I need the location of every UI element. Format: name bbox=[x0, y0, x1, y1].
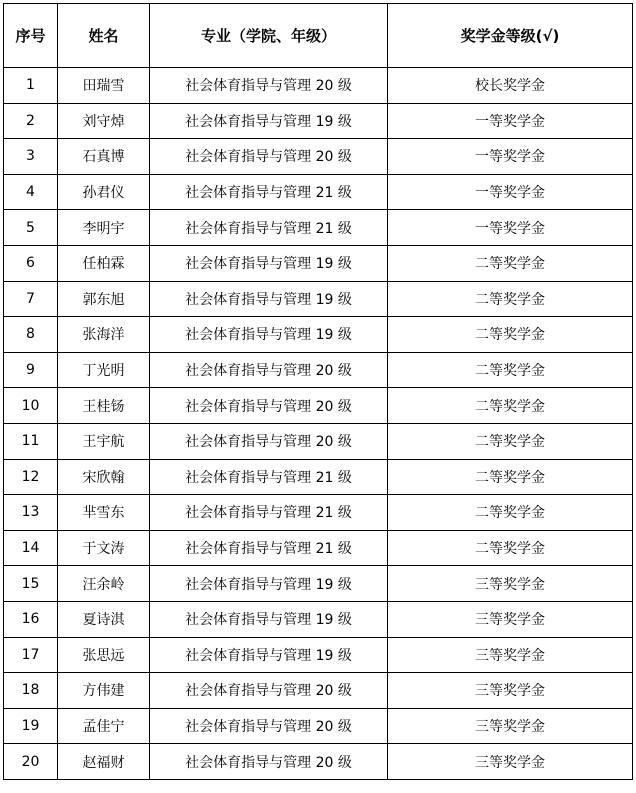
cell-major: 社会体育指导与管理 21 级 bbox=[150, 530, 388, 566]
cell-name: 孙君仪 bbox=[58, 174, 150, 210]
cell-name: 张海洋 bbox=[58, 317, 150, 353]
cell-no: 13 bbox=[4, 495, 58, 531]
cell-level: 二等奖学金 bbox=[388, 423, 633, 459]
table-row bbox=[4, 139, 633, 175]
cell-name: 王桂钖 bbox=[58, 388, 150, 424]
cell-name: 刘守焯 bbox=[58, 103, 150, 139]
table-row bbox=[4, 744, 633, 780]
table-row bbox=[4, 637, 633, 673]
cell-major: 社会体育指导与管理 20 级 bbox=[150, 673, 388, 709]
cell-name: 孟佳宁 bbox=[58, 708, 150, 744]
table-row bbox=[4, 210, 633, 246]
cell-major: 社会体育指导与管理 20 级 bbox=[150, 708, 388, 744]
cell-name: 赵福财 bbox=[58, 744, 150, 780]
header-name: 姓名 bbox=[58, 4, 150, 68]
cell-no: 7 bbox=[4, 281, 58, 317]
cell-level: 一等奖学金 bbox=[388, 139, 633, 175]
cell-level: 三等奖学金 bbox=[388, 601, 633, 637]
cell-level: 二等奖学金 bbox=[388, 281, 633, 317]
scholarship-table bbox=[3, 3, 633, 780]
cell-level: 二等奖学金 bbox=[388, 495, 633, 531]
cell-name: 李明宇 bbox=[58, 210, 150, 246]
cell-name: 芈雪东 bbox=[58, 495, 150, 531]
cell-major: 社会体育指导与管理 19 级 bbox=[150, 103, 388, 139]
cell-name: 丁光明 bbox=[58, 352, 150, 388]
cell-no: 17 bbox=[4, 637, 58, 673]
header-no: 序号 bbox=[4, 4, 58, 68]
cell-major: 社会体育指导与管理 19 级 bbox=[150, 281, 388, 317]
cell-major: 社会体育指导与管理 19 级 bbox=[150, 601, 388, 637]
cell-no: 12 bbox=[4, 459, 58, 495]
cell-no: 20 bbox=[4, 744, 58, 780]
cell-major: 社会体育指导与管理 21 级 bbox=[150, 459, 388, 495]
header-level: 奖学金等级(√) bbox=[388, 4, 633, 68]
cell-major: 社会体育指导与管理 21 级 bbox=[150, 210, 388, 246]
cell-name: 任柏霖 bbox=[58, 245, 150, 281]
cell-no: 5 bbox=[4, 210, 58, 246]
cell-level: 二等奖学金 bbox=[388, 352, 633, 388]
cell-name: 于文涛 bbox=[58, 530, 150, 566]
cell-level: 二等奖学金 bbox=[388, 530, 633, 566]
cell-level: 三等奖学金 bbox=[388, 744, 633, 780]
header-row bbox=[4, 4, 633, 68]
cell-level: 一等奖学金 bbox=[388, 174, 633, 210]
cell-major: 社会体育指导与管理 20 级 bbox=[150, 68, 388, 104]
table-row bbox=[4, 352, 633, 388]
cell-no: 8 bbox=[4, 317, 58, 353]
cell-no: 10 bbox=[4, 388, 58, 424]
cell-no: 11 bbox=[4, 423, 58, 459]
cell-level: 三等奖学金 bbox=[388, 673, 633, 709]
cell-major: 社会体育指导与管理 20 级 bbox=[150, 352, 388, 388]
cell-name: 田瑞雪 bbox=[58, 68, 150, 104]
table-row bbox=[4, 601, 633, 637]
header-major: 专业（学院、年级） bbox=[150, 4, 388, 68]
cell-no: 16 bbox=[4, 601, 58, 637]
cell-no: 15 bbox=[4, 566, 58, 602]
table-row bbox=[4, 174, 633, 210]
cell-level: 校长奖学金 bbox=[388, 68, 633, 104]
table-row bbox=[4, 566, 633, 602]
cell-name: 方伟建 bbox=[58, 673, 150, 709]
table-body bbox=[4, 68, 633, 780]
cell-level: 三等奖学金 bbox=[388, 708, 633, 744]
table-row bbox=[4, 495, 633, 531]
table-row bbox=[4, 708, 633, 744]
cell-name: 王宇航 bbox=[58, 423, 150, 459]
cell-name: 张思远 bbox=[58, 637, 150, 673]
cell-major: 社会体育指导与管理 20 级 bbox=[150, 139, 388, 175]
cell-level: 二等奖学金 bbox=[388, 459, 633, 495]
table-row bbox=[4, 673, 633, 709]
cell-major: 社会体育指导与管理 19 级 bbox=[150, 566, 388, 602]
cell-level: 一等奖学金 bbox=[388, 103, 633, 139]
table-row bbox=[4, 459, 633, 495]
cell-no: 6 bbox=[4, 245, 58, 281]
cell-major: 社会体育指导与管理 19 级 bbox=[150, 317, 388, 353]
cell-level: 二等奖学金 bbox=[388, 388, 633, 424]
cell-major: 社会体育指导与管理 20 级 bbox=[150, 388, 388, 424]
cell-name: 郭东旭 bbox=[58, 281, 150, 317]
cell-name: 宋欣翰 bbox=[58, 459, 150, 495]
cell-name: 石真博 bbox=[58, 139, 150, 175]
table-row bbox=[4, 423, 633, 459]
cell-level: 一等奖学金 bbox=[388, 210, 633, 246]
table-row bbox=[4, 103, 633, 139]
cell-major: 社会体育指导与管理 19 级 bbox=[150, 637, 388, 673]
cell-no: 18 bbox=[4, 673, 58, 709]
cell-level: 三等奖学金 bbox=[388, 566, 633, 602]
cell-no: 2 bbox=[4, 103, 58, 139]
cell-major: 社会体育指导与管理 21 级 bbox=[150, 495, 388, 531]
cell-major: 社会体育指导与管理 20 级 bbox=[150, 744, 388, 780]
cell-major: 社会体育指导与管理 21 级 bbox=[150, 174, 388, 210]
cell-no: 4 bbox=[4, 174, 58, 210]
cell-name: 夏诗淇 bbox=[58, 601, 150, 637]
cell-level: 二等奖学金 bbox=[388, 317, 633, 353]
cell-major: 社会体育指导与管理 19 级 bbox=[150, 245, 388, 281]
table-header bbox=[4, 4, 633, 68]
cell-no: 3 bbox=[4, 139, 58, 175]
cell-major: 社会体育指导与管理 20 级 bbox=[150, 423, 388, 459]
table-row bbox=[4, 68, 633, 104]
table-row bbox=[4, 530, 633, 566]
cell-name: 汪余岭 bbox=[58, 566, 150, 602]
cell-no: 19 bbox=[4, 708, 58, 744]
cell-no: 9 bbox=[4, 352, 58, 388]
cell-level: 二等奖学金 bbox=[388, 245, 633, 281]
cell-no: 1 bbox=[4, 68, 58, 104]
cell-no: 14 bbox=[4, 530, 58, 566]
table-row bbox=[4, 317, 633, 353]
cell-level: 三等奖学金 bbox=[388, 637, 633, 673]
table-row bbox=[4, 281, 633, 317]
table-row bbox=[4, 245, 633, 281]
table-row bbox=[4, 388, 633, 424]
